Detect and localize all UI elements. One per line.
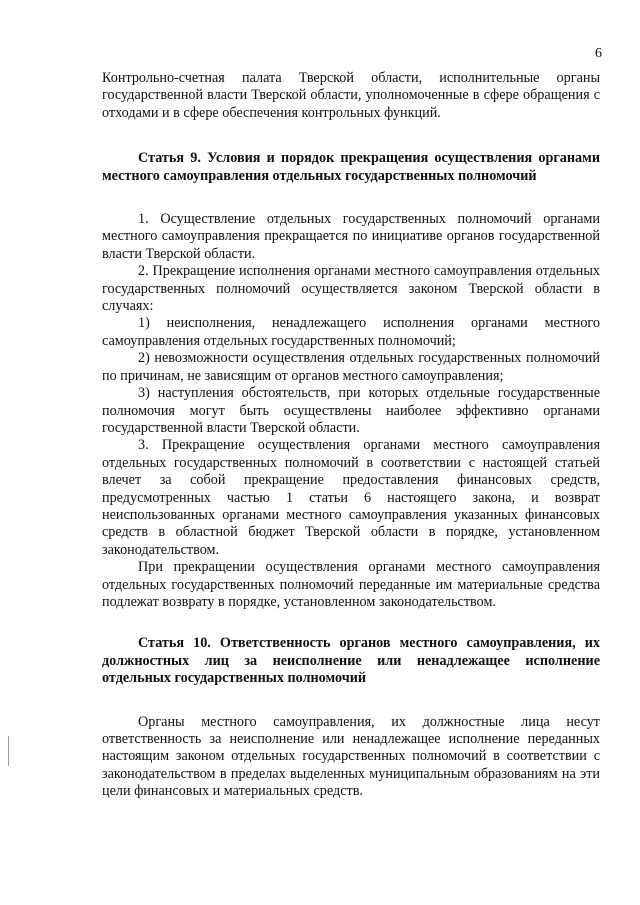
page-number: 6 bbox=[595, 46, 602, 61]
continuation-paragraph: Контрольно-счетная палата Тверской области, исполнительные органы государственной власти Тверской области, уполномоченные в сфере обращения с отходами и в сфере обеспечения контрольных функций. bbox=[102, 70, 600, 121]
article-9-paragraph-4: При прекращении осуществления органами местного самоуправления отдельных государственных полномочий переданные им материальные средства подлежат возврату в порядке, установленном законодательством. bbox=[102, 559, 600, 610]
article-9-case-1: 1) неисполнения, ненадлежащего исполнения органами местного самоуправления отдельных государственных полномочий; bbox=[102, 315, 600, 349]
document-body bbox=[102, 70, 600, 801]
article-9-case-2: 2) невозможности осуществления отдельных государственных полномочий по причинам, не зависящим от органов местного самоуправления; bbox=[102, 350, 600, 384]
article-10-paragraph-1: Органы местного самоуправления, их должностные лица несут ответственность за неисполнение или ненадлежащее исполнение переданных настоящим законом отдельных государственных полномочий в соответствии с законодательством в пределах выделенных муниципальным образованиям на эти цели финансовых и материальных средств. bbox=[102, 713, 600, 800]
article-9-case-3: 3) наступления обстоятельств, при которых отдельные государственные полномочия могут быть осуществлены наиболее эффективно органами государственной власти Тверской области. bbox=[102, 385, 600, 436]
article-10-heading: Статья 10. Ответственность органов местного самоуправления, их должностных лиц за неисполнение или ненадлежащее исполнение отдельных государственных полномочий bbox=[102, 635, 600, 687]
article-9-paragraph-1: 1. Осуществление отдельных государственных полномочий органами местного самоуправления прекращается по инициативе органов государственной власти Тверской области. bbox=[102, 211, 600, 262]
margin-mark bbox=[8, 736, 9, 766]
article-9-paragraph-2: 2. Прекращение исполнения органами местного самоуправления отдельных государственных полномочий осуществляется законом Тверской области в случаях: bbox=[102, 263, 600, 315]
article-9-heading: Статья 9. Условия и порядок прекращения осуществления органами местного самоуправления отдельных государственных полномочий bbox=[102, 150, 600, 184]
article-9-paragraph-3: 3. Прекращение осуществления органами местного самоуправления отдельных государственных полномочий в соответствии с настоящей статьей влечет за собой прекращение предоставления финансовых средств, предусмотренных частью 1 статьи 6 настоящего закона, и возврат неиспользованных органами местного самоуправления указанных финансовых средств в областной бюджет Тверской области в порядке, установленном законодательством. bbox=[102, 437, 600, 558]
